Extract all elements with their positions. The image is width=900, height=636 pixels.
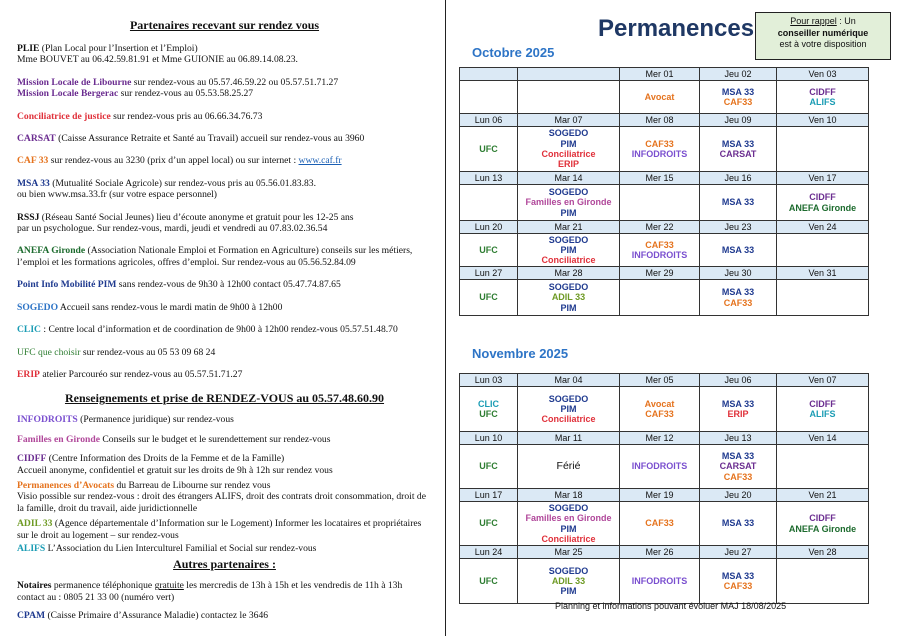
day-header: Ven 03	[777, 68, 869, 81]
notaires-text: permanence téléphonique	[51, 580, 155, 592]
adil-text: (Agence départementale d’Information sur le Logement) Informer les locataires et propriétaires sur le droit au logement – sur rendez-vous	[17, 518, 422, 541]
permanence-caf33: CAF33	[723, 471, 753, 482]
week-body-row	[460, 127, 869, 172]
day-cell	[777, 280, 869, 316]
day-cell	[700, 280, 777, 316]
permanence-msa-33: MSA 33	[721, 244, 755, 255]
reminder-label: Pour rappel	[790, 16, 837, 26]
day-header: Jeu 06	[700, 374, 777, 387]
day-header: Jeu 23	[700, 221, 777, 234]
erip-name: ERIP	[17, 368, 40, 380]
permanence-caf33: CAF33	[645, 239, 674, 250]
permanence-ufc: UFC	[479, 292, 498, 303]
permanence-sogedo: SOGEDO	[548, 565, 589, 576]
day-cell	[460, 234, 518, 267]
day-cell	[777, 502, 869, 546]
week-header-row	[460, 489, 869, 502]
permanence-caf33: CAF33	[723, 297, 753, 308]
permanence-adil-33: ADIL 33	[551, 575, 586, 586]
day-cell	[460, 502, 518, 546]
permanence-alifs: ALIFS	[809, 97, 836, 107]
familles-name: Familles en Gironde	[17, 433, 100, 445]
permanence-pim: PIM	[560, 207, 577, 218]
day-header: Mer 22	[620, 221, 700, 234]
rssj-text-2: par un psychologue. Sur rendez-vous, mardi, jeudi et vendredi au 07.83.02.36.54	[17, 223, 328, 235]
day-cell	[700, 234, 777, 267]
day-cell	[777, 234, 869, 267]
day-cell	[700, 387, 777, 432]
week-header-row	[460, 114, 869, 127]
notaires-name: Notaires	[17, 580, 52, 592]
day-cell	[620, 234, 700, 267]
day-cell	[518, 234, 620, 267]
permanence-infodroits: INFODROITS	[631, 250, 688, 260]
permanence-sogedo: SOGEDO	[548, 234, 589, 245]
day-header: Mar 07	[518, 114, 620, 127]
permanence-sogedo: SOGEDO	[548, 282, 589, 293]
day-header: Mer 08	[620, 114, 700, 127]
day-header: Mer 26	[620, 546, 700, 559]
notaires-contact: contact au : 0805 21 33 00 (numéro vert)	[17, 591, 175, 603]
day-header: Ven 17	[777, 172, 869, 185]
mission-libourne-name: Mission Locale de Libourne	[17, 76, 132, 88]
day-cell	[620, 559, 700, 604]
permanence-infodroits: INFODROITS	[631, 149, 688, 159]
day-header: Lun 10	[460, 432, 518, 445]
day-cell	[700, 127, 777, 172]
permanence-anefa-gironde: ANEFA Gironde	[788, 523, 857, 534]
rssj-text: (Réseau Santé Social Jeunes) lieu d’écoute anonyme et gratuit pour les 12-25 ans	[39, 211, 354, 223]
entry-adil	[17, 518, 432, 541]
day-header: Mar 25	[518, 546, 620, 559]
avocats-name: Permanences d’Avocats	[17, 479, 115, 491]
day-header: Mer 15	[620, 172, 700, 185]
permanence-familles-en-gironde: Familles en Gironde	[525, 513, 612, 524]
pim-name: Point Info Mobilité PIM	[17, 279, 117, 291]
week-body-row	[460, 280, 869, 316]
entry-erip	[17, 369, 432, 380]
mission-libourne-text: sur rendez-vous au 05.57.46.59.22 ou 05.57.51.71.27	[131, 76, 339, 88]
week-header-row	[460, 432, 869, 445]
cpam-name: CPAM	[17, 610, 46, 622]
notaires-free: gratuite	[154, 580, 184, 592]
avocats-text-2: Visio possible sur rendez-vous : droit des étrangers ALIFS, droit des contrats droit consommation, droit de la famille, droit du travail, aide juridictionnelle	[17, 491, 426, 514]
permanence-caf33: CAF33	[645, 138, 674, 149]
permanence-msa-33: MSA 33	[721, 398, 755, 409]
day-cell	[518, 387, 620, 432]
day-header: Ven 07	[777, 374, 869, 387]
day-cell	[620, 185, 700, 221]
day-cell	[777, 559, 869, 604]
day-header: Mer 12	[620, 432, 700, 445]
day-cell	[460, 185, 518, 221]
day-header: Mer 19	[620, 489, 700, 502]
entry-rssj	[17, 212, 432, 235]
day-header: Lun 03	[460, 374, 518, 387]
week-header-row	[460, 267, 869, 280]
day-header: Lun 13	[460, 172, 518, 185]
permanence-familles-en-gironde: Familles en Gironde	[525, 197, 612, 208]
pim-text: sans rendez-vous de 9h30 à 12h00 contact 05.47.74.87.65	[116, 279, 341, 291]
day-cell	[620, 280, 700, 316]
day-header: Mar 14	[518, 172, 620, 185]
permanence-carsat: CARSAT	[719, 461, 757, 472]
permanence-ufc: UFC	[479, 409, 498, 419]
permanence-avocat: Avocat	[644, 91, 675, 102]
day-header	[460, 68, 518, 81]
day-cell	[777, 185, 869, 221]
week-body-row	[460, 81, 869, 114]
entry-infodroits	[17, 414, 432, 425]
entry-caf	[17, 155, 432, 166]
caf-text: sur rendez-vous au 3230 (prix d’un appel local) ou sur internet :	[48, 155, 299, 167]
day-cell	[700, 559, 777, 604]
familles-text: Conseils sur le budget et le surendettement sur rendez-vous	[99, 433, 331, 445]
month-november: Novembre 2025	[472, 346, 569, 361]
alifs-text: L’Association du Lien Interculturel Familial et Social sur rendez-vous	[45, 542, 317, 554]
permanence-caf33: CAF33	[645, 409, 674, 419]
week-header-row	[460, 172, 869, 185]
day-header: Jeu 09	[700, 114, 777, 127]
anefa-name: ANEFA Gironde	[17, 245, 86, 257]
msa-name: MSA 33	[17, 177, 50, 189]
cidff-text-2: Accueil anonyme, confidentiel et gratuit sur les droits de 9h à 12h sur rendez vous	[17, 464, 333, 476]
permanence-ufc: UFC	[479, 244, 498, 255]
other-partners-title: Autres partenaires :	[173, 557, 276, 572]
day-header: Mer 05	[620, 374, 700, 387]
notaires-text-2: les mercredis de 13h à 15h et les vendredis de 11h à 13h	[183, 580, 403, 592]
permanence-msa-33: MSA 33	[721, 197, 755, 208]
permanence-erip: ERIP	[727, 409, 749, 419]
permanence-sogedo: SOGEDO	[548, 128, 589, 139]
permanence-ferie: Férié	[556, 460, 581, 473]
entry-carsat	[17, 133, 432, 144]
day-header	[518, 68, 620, 81]
permanence-msa-33: MSA 33	[721, 451, 755, 462]
day-cell	[460, 559, 518, 604]
day-cell	[777, 81, 869, 114]
day-cell	[620, 127, 700, 172]
msa-web: ou bien www.msa.33.fr (sur votre espace personnel)	[17, 189, 217, 201]
day-cell	[518, 280, 620, 316]
permanence-msa-33: MSA 33	[721, 287, 755, 298]
day-cell	[700, 81, 777, 114]
permanence-sogedo: SOGEDO	[548, 187, 589, 198]
day-cell	[460, 280, 518, 316]
permanence-caf33: CAF33	[723, 97, 753, 107]
day-header: Mar 21	[518, 221, 620, 234]
permanence-caf33: CAF33	[645, 518, 674, 529]
week-header-row	[460, 374, 869, 387]
entry-conciliatrice	[17, 111, 432, 122]
sogedo-text: Accueil sans rendez-vous le mardi matin de 9h00 à 12h00	[58, 301, 283, 313]
week-body-row	[460, 559, 869, 604]
msa-text: (Mutualité Sociale Agricole) sur rendez-vous pris au 05.56.01.83.83.	[49, 177, 316, 189]
mission-bergerac-text: sur rendez-vous au 05.53.58.25.27	[118, 88, 254, 100]
entry-anefa	[17, 245, 432, 268]
plie-name: PLIE	[17, 43, 40, 54]
entry-plie	[17, 43, 432, 66]
day-cell	[620, 502, 700, 546]
caf-link[interactable]: www.caf.fr	[298, 155, 342, 167]
permanence-cidff: CIDFF	[809, 192, 836, 203]
day-cell	[620, 81, 700, 114]
day-header: Jeu 02	[700, 68, 777, 81]
permanence-ufc: UFC	[479, 518, 498, 529]
day-cell	[518, 559, 620, 604]
partners-column	[17, 18, 432, 633]
permanence-msa-33: MSA 33	[721, 138, 755, 149]
day-header: Mar 28	[518, 267, 620, 280]
day-header: Jeu 27	[700, 546, 777, 559]
permanence-ufc: UFC	[479, 461, 498, 472]
day-header: Lun 17	[460, 489, 518, 502]
day-cell	[460, 127, 518, 172]
permanence-conciliatrice: Conciliatrice	[541, 149, 596, 159]
permanence-msa-33: MSA 33	[721, 86, 755, 97]
entry-cpam	[17, 610, 432, 621]
day-header: Ven 10	[777, 114, 869, 127]
entry-notaires	[17, 580, 432, 603]
plie-desc: (Plan Local pour l’Insertion et l’Emploi)	[39, 43, 198, 54]
permanence-msa-33: MSA 33	[721, 518, 755, 529]
day-cell	[460, 81, 518, 114]
entry-ufc	[17, 347, 432, 358]
entry-sogedo	[17, 302, 432, 313]
permanence-cidff: CIDFF	[809, 398, 836, 409]
day-cell	[700, 445, 777, 489]
reminder-advisor: conseiller numérique	[777, 27, 869, 38]
day-cell	[620, 445, 700, 489]
calendar-october	[459, 67, 869, 316]
day-header: Lun 27	[460, 267, 518, 280]
week-header-row	[460, 221, 869, 234]
day-header: Ven 31	[777, 267, 869, 280]
entry-avocats	[17, 480, 432, 514]
permanence-conciliatrice: Conciliatrice	[541, 414, 596, 425]
day-header: Mar 04	[518, 374, 620, 387]
week-body-row	[460, 502, 869, 546]
permanence-pim: PIM	[560, 302, 577, 313]
entry-cidff	[17, 453, 432, 476]
entry-msa	[17, 178, 432, 201]
permanence-pim: PIM	[560, 523, 577, 534]
ufc-name: UFC que choisir	[17, 346, 81, 358]
day-cell	[777, 127, 869, 172]
day-header: Mar 11	[518, 432, 620, 445]
day-header: Jeu 13	[700, 432, 777, 445]
permanence-anefa-gironde: ANEFA Gironde	[788, 202, 857, 213]
day-header: Lun 20	[460, 221, 518, 234]
entry-pim	[17, 279, 432, 290]
calendar-november	[459, 373, 869, 604]
week-body-row	[460, 445, 869, 489]
clic-name: CLIC	[17, 324, 41, 336]
day-cell	[777, 387, 869, 432]
permanence-conciliatrice: Conciliatrice	[541, 533, 596, 544]
permanence-clic: CLIC	[478, 398, 499, 409]
entry-familles	[17, 434, 432, 445]
permanence-cidff: CIDFF	[809, 513, 836, 524]
week-body-row	[460, 234, 869, 267]
carsat-text: (Caisse Assurance Retraite et Santé au Travail) accueil sur rendez-vous au 3960	[55, 133, 365, 145]
entry-alifs	[17, 543, 432, 554]
clic-text: : Centre local d’information et de coordination de 9h00 à 12h00 rendez-vous 05.57.51.48.70	[41, 324, 398, 336]
caf-name: CAF 33	[17, 155, 49, 167]
day-header: Ven 24	[777, 221, 869, 234]
day-header: Mar 18	[518, 489, 620, 502]
erip-text: atelier Parcouréo sur rendez-vous au 05.57.51.71.27	[39, 368, 243, 380]
day-header: Mer 01	[620, 68, 700, 81]
footer-note: Planning et informations pouvant évoluer MAJ 18/08/2025	[555, 601, 787, 611]
permanence-carsat: CARSAT	[719, 149, 757, 159]
reminder-box	[755, 12, 891, 60]
day-cell	[518, 185, 620, 221]
permanence-pim: PIM	[560, 138, 577, 149]
day-cell	[518, 81, 620, 114]
permanence-cidff: CIDFF	[809, 86, 836, 97]
day-header: Jeu 20	[700, 489, 777, 502]
alifs-name: ALIFS	[17, 542, 46, 554]
day-cell	[518, 127, 620, 172]
conciliatrice-text: sur rendez-vous pris au 06.66.34.76.73	[110, 110, 263, 122]
plie-contacts: Mme BOUVET au 06.42.59.81.91 et Mme GUIONIE au 06.89.14.08.23.	[17, 54, 298, 66]
week-header-row	[460, 546, 869, 559]
sogedo-name: SOGEDO	[17, 301, 59, 313]
conciliatrice-name: Conciliatrice de justice	[17, 110, 111, 122]
permanence-sogedo: SOGEDO	[548, 502, 589, 513]
anefa-text: (Association Nationale Emploi et Formation en Agriculture) conseils sur les métiers, l’emploi et les formations agricoles, offres d’emploi. Sur rendez-vous au 05.56.52.84.09	[17, 245, 413, 268]
rdv-title: Renseignements et prise de RENDEZ-VOUS au 05.57.48.60.90	[64, 391, 385, 406]
day-header: Jeu 30	[700, 267, 777, 280]
permanence-alifs: ALIFS	[809, 409, 836, 419]
day-header: Ven 14	[777, 432, 869, 445]
day-cell	[777, 445, 869, 489]
week-body-row	[460, 387, 869, 432]
permanence-pim: PIM	[560, 403, 577, 414]
permanence-pim: PIM	[560, 244, 577, 255]
avocats-text: du Barreau de Libourne sur rendez vous	[114, 479, 271, 491]
mission-bergerac-name: Mission Locale Bergerac	[17, 88, 119, 100]
ufc-text: sur rendez-vous au 05 53 09 68 24	[80, 346, 216, 358]
permanences-title: Permanences	[598, 15, 755, 42]
day-cell	[620, 387, 700, 432]
day-header: Jeu 16	[700, 172, 777, 185]
entry-mission-locale	[17, 77, 432, 100]
permanence-msa-33: MSA 33	[721, 570, 755, 581]
day-header: Mer 29	[620, 267, 700, 280]
month-october: Octobre 2025	[472, 45, 555, 60]
cpam-text: (Caisse Primaire d’Assurance Maladie) contactez le 3646	[45, 610, 269, 622]
day-header: Ven 21	[777, 489, 869, 502]
reminder-availability: est à votre disposition	[779, 39, 867, 49]
permanence-ufc: UFC	[479, 143, 498, 154]
permanence-ufc: UFC	[479, 575, 498, 586]
cidff-name: CIDFF	[17, 453, 47, 465]
day-cell	[518, 445, 620, 489]
column-divider	[445, 0, 446, 636]
week-header-row	[460, 68, 869, 81]
day-header: Lun 06	[460, 114, 518, 127]
adil-name: ADIL 33	[17, 518, 53, 530]
week-body-row	[460, 185, 869, 221]
rssj-name: RSSJ	[17, 211, 40, 223]
infodroits-name: INFODROITS	[17, 414, 78, 426]
day-cell	[460, 445, 518, 489]
permanence-caf33: CAF33	[723, 581, 753, 591]
permanence-conciliatrice: Conciliatrice	[541, 255, 596, 266]
permanence-infodroits: INFODROITS	[631, 461, 688, 472]
permanence-avocat: Avocat	[644, 398, 675, 409]
permanence-sogedo: SOGEDO	[548, 393, 589, 404]
day-cell	[460, 387, 518, 432]
permanence-adil-33: ADIL 33	[551, 292, 586, 303]
permanence-erip: ERIP	[557, 159, 579, 170]
day-header: Lun 24	[460, 546, 518, 559]
cidff-text: (Centre Information des Droits de la Femme et de la Famille)	[46, 453, 285, 465]
day-cell	[518, 502, 620, 546]
entry-clic	[17, 324, 432, 335]
infodroits-text: (Permanence juridique) sur rendez-vous	[77, 414, 234, 426]
day-cell	[700, 502, 777, 546]
partners-title: Partenaires recevant sur rendez vous	[129, 18, 320, 32]
day-cell	[700, 185, 777, 221]
permanence-infodroits: INFODROITS	[631, 575, 688, 586]
day-header: Ven 28	[777, 546, 869, 559]
carsat-name: CARSAT	[17, 133, 56, 145]
permanence-pim: PIM	[560, 586, 577, 597]
reminder-label-tail: : Un	[836, 16, 856, 26]
